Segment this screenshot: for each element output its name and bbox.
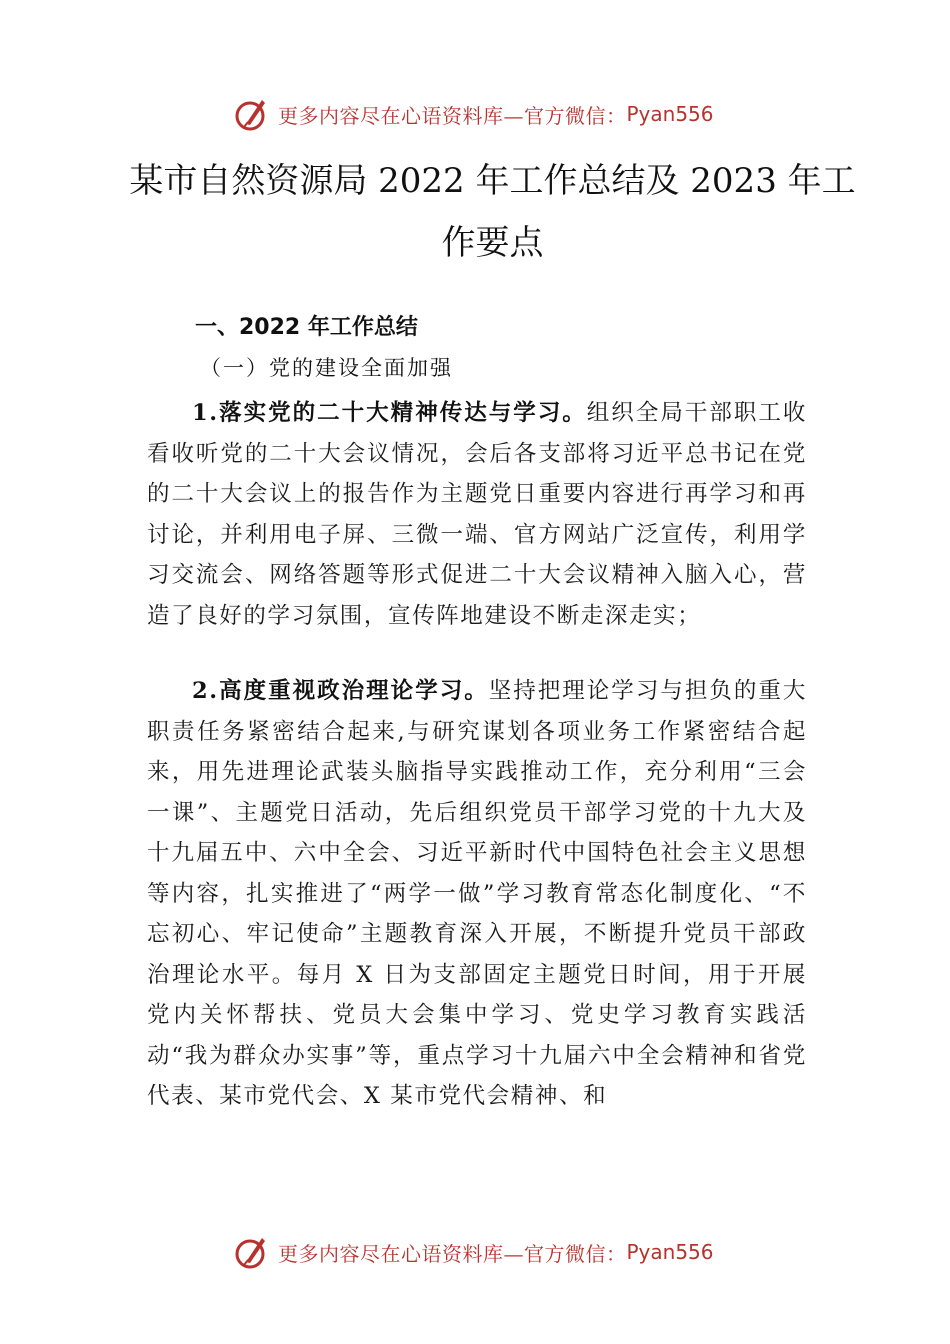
banner-wechat-id: Pyan556 [626,1240,714,1264]
paragraph-2-body: 坚持把理论学习与担负的重大职责任务紧密结合起来,与研究谋划各项业务工作紧密结合起来，用先进理论武装头脑指导实践推动工作，充分利用“三会一课”、主题党日活动，先后组织党员干部学习党的十九大及十九届五中、六中全会、习近平新时代中国特色社会主义思想等内容，扎实推进了“两学一做”学习教育常态化制度化、“不忘初心、牢记使命”主题教育深入开展，不断提升党员干部政治理论水平。每月 X 日为支部固定主题党日时间，用于开展党内关怀帮扶、党员大会集中学习、党史学习教育实践活动“我为群众办实事”等，重点学习十九届六中全会精神和省党代表、某市党代会、X 某市党代会精神、和 [147,678,807,1109]
quill-logo-icon [232,94,272,134]
banner-text: 更多内容尽在心语资料库—官方微信： [278,1241,627,1266]
banner-wechat-id: Pyan556 [626,102,714,126]
footer-watermark-banner [232,1232,714,1272]
banner-text: 更多内容尽在心语资料库—官方微信： [278,103,627,128]
paragraph-1-body: 组织全局干部职工收看收听党的二十大会议情况，会后各支部将习近平总书记在党的二十大会议上的报告作为主题党日重要内容进行再学习和再讨论，并利用电子屏、三微一端、官方网站广泛宣传，利用学习交流会、网络答题等形式促进二十大会议精神入脑入心，营造了良好的学习氛围，宣传阵地建设不断走深走实； [147,400,807,629]
paragraph-1-lead: 1.落实党的二十大精神传达与学习。 [192,400,587,426]
quill-logo-icon [232,1232,272,1272]
paragraph-1 [147,393,807,636]
paragraph-2 [147,671,807,1117]
paragraph-2-lead: 2.高度重视政治理论学习。 [192,678,489,704]
document-title: 某市自然资源局 2022 年工作总结及 2023 年工作要点 [129,161,856,263]
section-heading: 一、2022 年工作总结 [195,315,418,340]
header-watermark-banner [232,94,714,134]
subsection-heading: （一）党的建设全面加强 [200,356,453,380]
